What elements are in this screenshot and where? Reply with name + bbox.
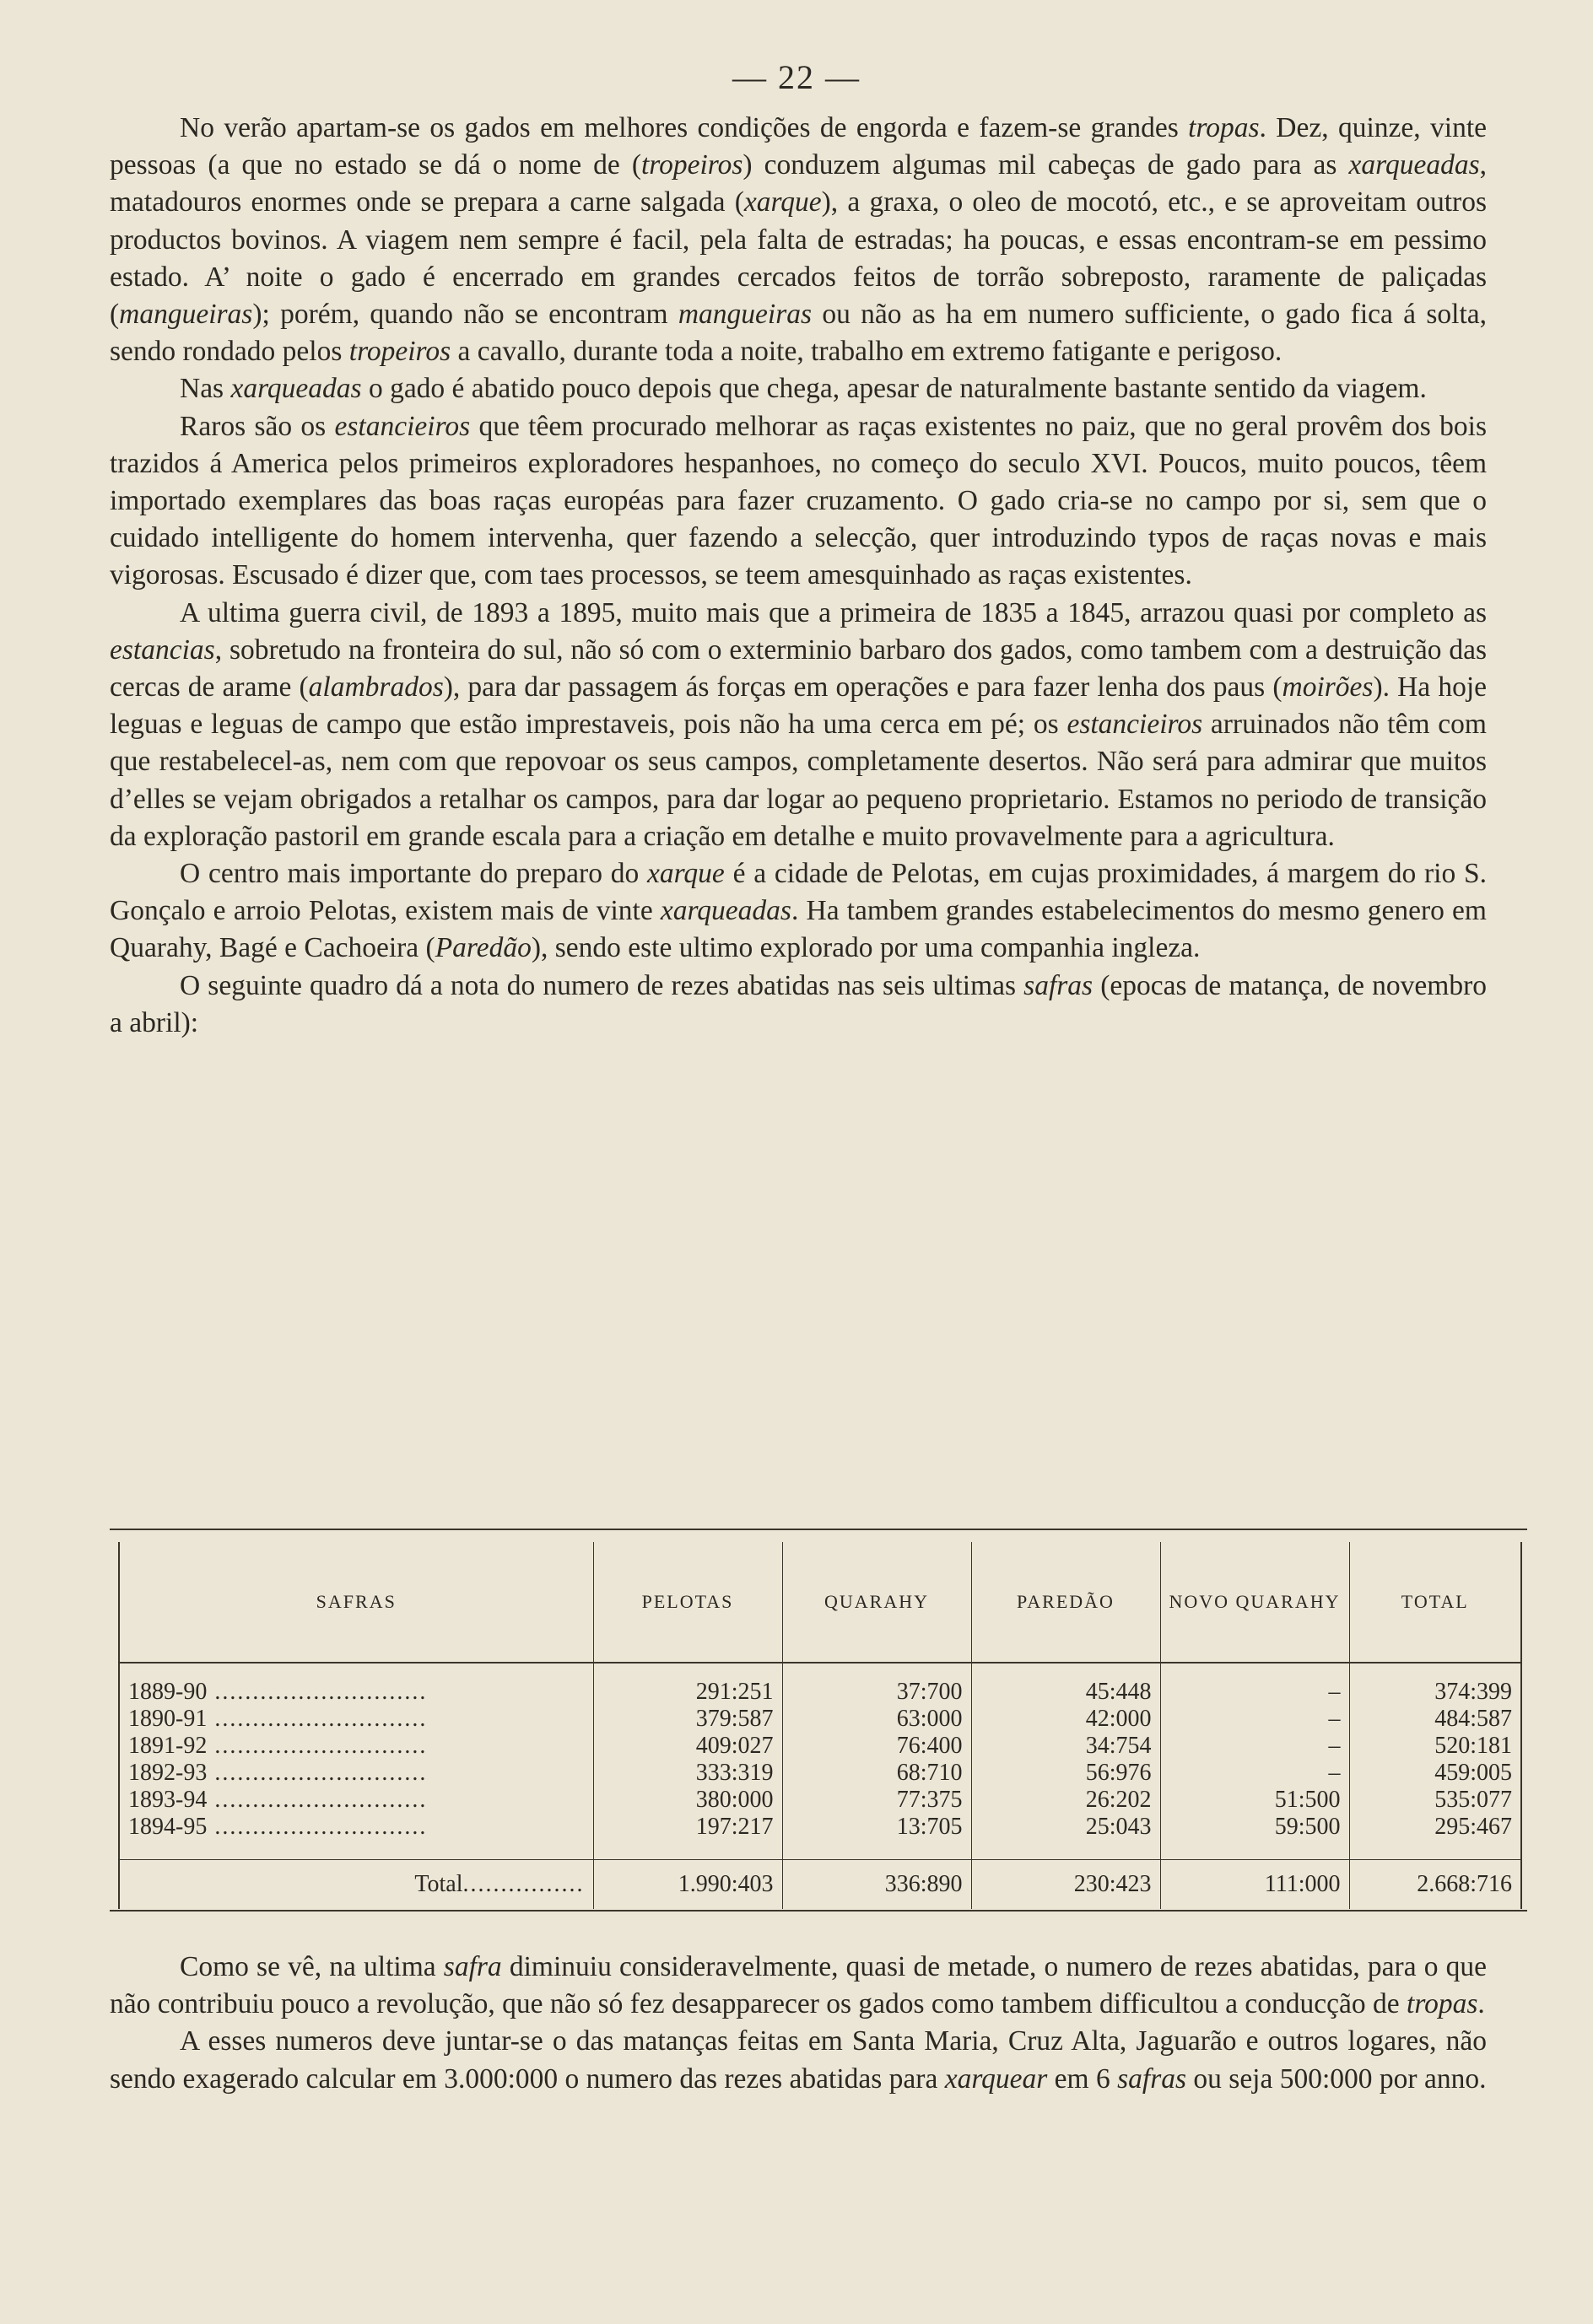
text-run: o gado é abatido pouco depois que chega, apesar de naturalmente bastante sentido da viagem.: [361, 373, 1427, 405]
spacer-cell: [1160, 1841, 1349, 1860]
italic-term: tropas: [1188, 112, 1260, 143]
cell-safra: [119, 1787, 593, 1814]
italic-term: mangueiras: [678, 299, 813, 331]
text-run: ); porém, quando não se encontram: [252, 299, 678, 331]
italic-term: xarqueadas: [230, 373, 362, 405]
paragraph: [110, 408, 1487, 595]
spacer-cell: [593, 1841, 782, 1860]
italic-term: safras: [1117, 2062, 1187, 2095]
cell-safra: [119, 1733, 593, 1760]
text-run: .: [1477, 1988, 1485, 2020]
cell-quarahy: 77:375: [782, 1787, 971, 1814]
text-run: é a cidade de Pelotas, em cujas proximidades, á margem do rio S. Gonçalo e arroio Pelotas, existem mais de vinte: [110, 858, 1487, 927]
cell-total-paredao: 230:423: [971, 1860, 1160, 1910]
body-text-bottom: [110, 1949, 1487, 2098]
paragraph: [110, 1949, 1487, 2023]
italic-term: tropeiros: [348, 336, 451, 368]
safra-label: 1894-95: [128, 1814, 208, 1840]
text-run: O centro mais importante do preparo do: [180, 858, 647, 890]
paragraph: [110, 855, 1487, 968]
safras-table: [118, 1542, 1522, 1909]
text-run: em 6: [1047, 2062, 1118, 2095]
cell-quarahy: 37:700: [782, 1663, 971, 1706]
cell-paredao: 42:000: [971, 1706, 1160, 1733]
text-run: ), a graxa, o oleo de mocotó, etc., e se aproveitam outros productos bovinos. A viagem nem sempre é facil, pela falta de estradas; ha poucas, e essas encontram-se em pessimo estado. A’ noite o gado é encerrado em grandes cercados feitos de torrão sobreposto, raramente de paliçadas (: [110, 186, 1487, 331]
text-run: ou seja 500:000 por anno.: [1186, 2062, 1487, 2095]
leader-dots: ............................: [207, 1733, 428, 1759]
italic-term: safra: [443, 1951, 502, 1982]
cell-quarahy: 63:000: [782, 1706, 971, 1733]
table-row: [119, 1787, 1521, 1814]
cell-novo-quarahy: –: [1160, 1706, 1349, 1733]
cell-total-total: 2.668:716: [1349, 1860, 1521, 1910]
cell-total: 459:005: [1349, 1760, 1521, 1787]
text-run: ou não as ha em numero sufficiente, o gado fica á solta, sendo rondado pelos: [110, 299, 1487, 368]
text-run: Nas: [180, 373, 231, 405]
text-run: . Ha tambem grandes estabelecimentos do mesmo genero em Quarahy, Bagé e Cachoeira (: [110, 895, 1487, 964]
table-spacer-row: [119, 1841, 1521, 1860]
cell-total-quarahy: 336:890: [782, 1860, 971, 1910]
cell-paredao: 25:043: [971, 1814, 1160, 1841]
paragraph: [110, 595, 1487, 855]
body-text-top: [110, 110, 1487, 1042]
table-row: [119, 1663, 1521, 1706]
cell-novo-quarahy: –: [1160, 1760, 1349, 1787]
page-number: — 22 —: [732, 58, 861, 96]
italic-term: xarque: [647, 858, 725, 890]
cell-total: 484:587: [1349, 1706, 1521, 1733]
safra-label: 1889-90: [128, 1679, 208, 1705]
text-run: a cavallo, durante toda a noite, trabalho em extremo fatigante e perigoso.: [451, 336, 1282, 368]
cell-paredao: 34:754: [971, 1733, 1160, 1760]
cell-paredao: 56:976: [971, 1760, 1160, 1787]
cell-pelotas: 291:251: [593, 1663, 782, 1706]
text-run: Como se vê, na ultima: [180, 1951, 444, 1982]
spacer-cell: [119, 1841, 593, 1860]
header-safras: SAFRAS: [119, 1542, 593, 1663]
spacer-cell: [971, 1841, 1160, 1860]
safra-label: 1890-91: [128, 1706, 208, 1732]
text-run: ) conduzem algumas mil cabeças de gado para as: [742, 149, 1349, 181]
cell-novo-quarahy: –: [1160, 1733, 1349, 1760]
text-run: que têem procurado melhorar as raças existentes no paiz, que no geral provêm dos bois trazidos á America pelos primeiros exploradores hespanhoes, no começo do seculo XVI. Poucos, muito poucos, têem importado exemplares das boas raças européas para fazer cruzamento. O gado cria-se no campo por si, sem que o cuidado intelligente do homem intervenha, quer fazendo a selecção, quer introduzindo typos de raças novas e mais vigorosas. Escusado é dizer que, com taes processos, se teem amesquinhado as raças existentes.: [110, 410, 1487, 591]
paragraph: [110, 968, 1487, 1042]
cell-total: 374:399: [1349, 1663, 1521, 1706]
safras-table-frame: [110, 1529, 1527, 1912]
cell-safra: [119, 1760, 593, 1787]
text-run: A ultima guerra civil, de 1893 a 1895, muito mais que a primeira de 1835 a 1845, arrazou quasi por completo as: [180, 596, 1487, 628]
table-total-row: [119, 1860, 1521, 1910]
italic-term: xarque: [743, 186, 822, 218]
italic-term: estancias: [110, 634, 215, 666]
italic-term: tropas: [1407, 1988, 1478, 2020]
table-row: [119, 1814, 1521, 1841]
italic-term: estancieiros: [334, 410, 471, 442]
cell-total: 295:467: [1349, 1814, 1521, 1841]
header-paredao: PAREDÃO: [971, 1542, 1160, 1663]
italic-term: xarqueadas: [660, 895, 791, 927]
leader-dots: ............................: [207, 1814, 428, 1840]
safra-label: 1891-92: [128, 1733, 208, 1759]
text-run: diminuiu consideravelmente, quasi de metade, o numero de rezes abatidas, para o que não contribuiu pouco a revolução, que não só fez desapparecer os gados como tambem difficultou a conducção de: [110, 1951, 1487, 2020]
header-pelotas: PELOTAS: [593, 1542, 782, 1663]
italic-term: tropeiros: [641, 149, 743, 181]
text-run: Raros são os: [180, 410, 335, 442]
paragraph: [110, 370, 1487, 407]
cell-pelotas: 197:217: [593, 1814, 782, 1841]
cell-novo-quarahy: 59:500: [1160, 1814, 1349, 1841]
paragraph: [110, 2023, 1487, 2097]
table-header-row: [119, 1542, 1521, 1663]
leader-dots: ............................: [207, 1787, 428, 1813]
cell-total-pelotas: 1.990:403: [593, 1860, 782, 1910]
cell-novo-quarahy: 51:500: [1160, 1787, 1349, 1814]
header-total: TOTAL: [1349, 1542, 1521, 1663]
cell-pelotas: 379:587: [593, 1706, 782, 1733]
italic-term: xarquear: [944, 2062, 1048, 2095]
cell-safra: [119, 1814, 593, 1841]
total-label: Total: [414, 1871, 463, 1897]
cell-quarahy: 13:705: [782, 1814, 971, 1841]
safra-label: 1893-94: [128, 1787, 208, 1813]
table-row: [119, 1706, 1521, 1733]
cell-total-novo-quarahy: 111:000: [1160, 1860, 1349, 1910]
cell-paredao: 26:202: [971, 1787, 1160, 1814]
safra-label: 1892-93: [128, 1760, 208, 1786]
cell-total-label: [119, 1860, 593, 1910]
italic-term: xarqueadas: [1348, 149, 1480, 181]
cell-pelotas: 333:319: [593, 1760, 782, 1787]
spacer-cell: [782, 1841, 971, 1860]
text-run: , sobretudo na fronteira do sul, não só com o exterminio barbaro dos gados, como tambem com a destruição das cercas de arame (: [110, 634, 1487, 704]
text-run: , matadouros enormes onde se prepara a carne salgada (: [110, 149, 1487, 218]
cell-novo-quarahy: –: [1160, 1663, 1349, 1706]
table-row: [119, 1760, 1521, 1787]
text-run: ), sendo este ultimo explorado por uma companhia ingleza.: [531, 932, 1201, 964]
cell-total: 520:181: [1349, 1733, 1521, 1760]
italic-term: safras: [1023, 969, 1094, 1001]
cell-quarahy: 68:710: [782, 1760, 971, 1787]
text-run: arruinados não têm com que restabelecel-as, nem com que repovoar os seus campos, completamente desertos. Não será para admirar que muitos d’elles se vejam obrigados a retalhar os campos, para dar logar ao pequeno proprietario. Estamos no periodo de transição da exploração pastoril em grande escala para a criação em detalhe e muito provavelmente para a agricultura.: [110, 709, 1487, 852]
cell-pelotas: 409:027: [593, 1733, 782, 1760]
spacer-cell: [1349, 1841, 1521, 1860]
text-run: ), para dar passagem ás forças em operações e para fazer lenha dos paus (: [443, 671, 1282, 704]
text-run: O seguinte quadro dá a nota do numero de rezes abatidas nas seis ultimas: [180, 969, 1024, 1001]
leader-dots: ............................: [207, 1760, 428, 1786]
cell-safra: [119, 1706, 593, 1733]
text-run: A esses numeros deve juntar-se o das matanças feitas em Santa Maria, Cruz Alta, Jaguarão e outros logares, não sendo exagerado calcular em 3.000:000 o numero das rezes abatidas para: [110, 2025, 1487, 2095]
text-run: (epocas de matança, de novembro a abril):: [110, 969, 1487, 1038]
leader-dots: ............................: [207, 1679, 428, 1705]
table-row: [119, 1733, 1521, 1760]
leader-dots: ............................: [207, 1706, 428, 1732]
italic-term: mangueiras: [119, 299, 253, 331]
cell-pelotas: 380:000: [593, 1787, 782, 1814]
text-run: ). Ha hoje leguas e leguas de campo que estão imprestaveis, pois não ha uma cerca em pé; os: [110, 671, 1487, 741]
header-quarahy: QUARAHY: [782, 1542, 971, 1663]
cell-total: 535:077: [1349, 1787, 1521, 1814]
italic-term: estancieiros: [1066, 709, 1203, 741]
header-novo-quarahy: NOVO QUARAHY: [1160, 1542, 1349, 1663]
cell-safra: [119, 1663, 593, 1706]
cell-quarahy: 76:400: [782, 1733, 971, 1760]
italic-term: Paredão: [435, 932, 532, 964]
cell-paredao: 45:448: [971, 1663, 1160, 1706]
leader-dots: ................: [462, 1871, 585, 1897]
text-run: . Dez, quinze, vinte pessoas (a que no estado se dá o nome de (: [110, 112, 1487, 181]
text-run: No verão apartam-se os gados em melhores condições de engorda e fazem-se grandes: [180, 112, 1189, 143]
italic-term: moirões: [1282, 671, 1374, 704]
paragraph: [110, 110, 1487, 370]
italic-term: alambrados: [308, 671, 444, 704]
